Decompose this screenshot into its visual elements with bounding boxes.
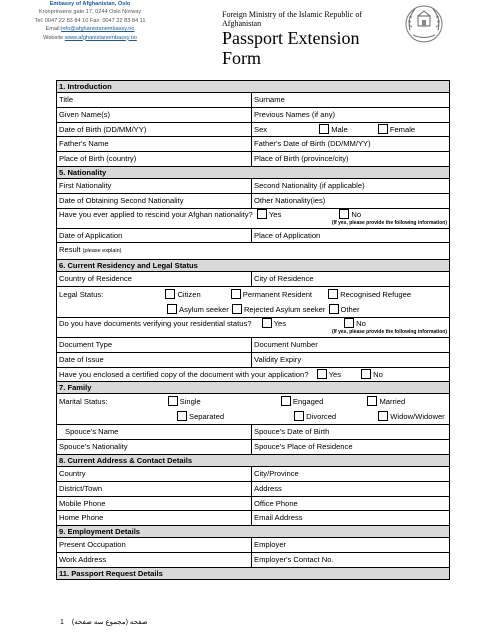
docs-no-checkbox[interactable] (344, 318, 354, 328)
other-nationality-field[interactable]: Other Nationality(ies) (252, 193, 450, 208)
afghanistan-emblem-icon (395, 0, 453, 45)
rescind-question-row (57, 208, 450, 228)
embassy-web-link[interactable]: www.afghanistanembassy.no (64, 34, 137, 41)
result-label: Result (59, 245, 81, 255)
embassy-address: Kronprinsens gate 17, 0244 Oslo Norway (38, 9, 142, 16)
city-province-field[interactable]: City/Province (252, 466, 450, 481)
marital-status-row (57, 394, 450, 425)
male-label: Male (331, 124, 348, 134)
date-second-nationality-field[interactable]: Date of Obtaining Second Nationality (57, 193, 252, 208)
docs-yes-label: Yes (273, 319, 286, 329)
marital-status-label: Marital Status: (59, 397, 108, 407)
embassy-phone-fax: Tel: 0047 22 83 84 10 Fax: 0047 22 83 84 11 (34, 17, 146, 24)
title-field[interactable]: Title (57, 93, 252, 108)
embassy-name: Embassy of Afghanistan, Oslo (49, 1, 131, 7)
surname-field[interactable]: Surname (252, 93, 450, 108)
spouse-name-label: Spouce's Name (65, 427, 119, 437)
office-phone-field[interactable]: Office Phone (252, 496, 450, 511)
widow-label: Widow/Widower (390, 412, 445, 422)
given-names-field[interactable]: Given Name(s) (57, 107, 252, 122)
engaged-label: Engaged (292, 397, 324, 407)
married-label: Married (379, 397, 406, 407)
spouse-name-field[interactable] (57, 425, 252, 440)
enclosed-no-checkbox[interactable] (361, 369, 371, 379)
section-introduction: 1. Introduction (57, 81, 450, 93)
page-count-text: (مجموع سه صفحه) صفحه (71, 619, 148, 626)
rejected-asylum-label: Rejected Asylum seeker (243, 304, 326, 314)
section-address: 8. Current Address & Contact Details (57, 454, 450, 466)
engaged-checkbox[interactable] (281, 396, 291, 406)
widow-checkbox[interactable] (378, 411, 388, 421)
pob-province-field[interactable]: Place of Birth (province/city) (252, 152, 450, 167)
embassy-email-link[interactable]: info@afghanistanembassy.no (61, 26, 135, 33)
section-family: 7. Family (57, 382, 450, 394)
sex-label: Sex (254, 124, 268, 134)
result-hint: (please explain) (82, 248, 122, 255)
docs-no-label: No (356, 319, 366, 329)
dob-field[interactable]: Date of Birth (DD/MM/YY) (57, 122, 252, 137)
page-number: 1 (60, 619, 64, 626)
legal-status-label: Legal Status: (59, 289, 104, 299)
spouse-dob-field[interactable]: Spouce's Date of Birth (252, 425, 450, 440)
citizen-checkbox[interactable] (165, 289, 175, 299)
recognised-refugee-label: Recognised Refugee (340, 289, 412, 299)
sex-field (252, 122, 450, 137)
validity-expiry-field[interactable]: Validity Expiry (252, 352, 450, 367)
single-label: Single (179, 397, 201, 407)
male-checkbox[interactable] (319, 124, 329, 134)
employer-field[interactable]: Employer (252, 538, 450, 553)
separated-label: Separated (189, 412, 225, 422)
legal-status-row (57, 286, 450, 317)
enclosed-yes-checkbox[interactable] (317, 369, 327, 379)
result-field[interactable] (57, 243, 450, 260)
spouse-residence-field[interactable]: Spouce's Place of Residence (252, 440, 450, 455)
recognised-refugee-checkbox[interactable] (328, 289, 338, 299)
country-of-residence-field[interactable]: Country of Residence (57, 272, 252, 287)
divorced-label: Divorced (306, 412, 337, 422)
form-title: Passport Extension Form (222, 28, 360, 68)
other-status-label: Other (340, 304, 360, 314)
employer-contact-field[interactable]: Employer's Contact No. (252, 552, 450, 567)
address-field[interactable]: Address (252, 481, 450, 496)
spouse-nationality-field[interactable]: Spouce's Nationality (57, 440, 252, 455)
page-footer (60, 618, 148, 626)
ministry-name: Foreign Ministry of the Islamic Republic of Afghanistan (222, 10, 362, 28)
document-type-field[interactable]: Document Type (57, 337, 252, 352)
enclosed-yes-label: Yes (328, 369, 341, 379)
permanent-resident-label: Permanent Resident (242, 289, 313, 299)
enclosed-question-row (57, 367, 450, 382)
section-residency: 6. Current Residency and Legal Status (57, 260, 450, 272)
second-nationality-field[interactable]: Second Nationality (if applicable) (252, 178, 450, 193)
city-of-residence-field[interactable]: City of Residence (252, 272, 450, 287)
previous-names-field[interactable]: Previous Names (if any) (252, 107, 450, 122)
rescind-note: (If yes, please provide the following information) (332, 220, 448, 227)
asylum-seeker-label: Asylum seeker (179, 304, 229, 314)
embassy-web-line (0, 34, 180, 42)
docs-note: (If yes, please provide the following information) (332, 329, 448, 336)
asylum-seeker-checkbox[interactable] (167, 304, 177, 314)
rescind-yes-label: Yes (268, 210, 282, 220)
pob-country-field[interactable]: Place of Birth (country) (57, 152, 252, 167)
country-field[interactable]: Country (57, 466, 252, 481)
section-nationality: 5. Nationality (57, 166, 450, 178)
female-checkbox[interactable] (378, 124, 388, 134)
single-checkbox[interactable] (168, 396, 178, 406)
present-occupation-field[interactable]: Present Occupation (57, 538, 252, 553)
document-number-field[interactable]: Document Number (252, 337, 450, 352)
enclosed-question: Have you enclosed a certified copy of the document with your application? (59, 369, 309, 379)
passport-form-table (56, 80, 450, 580)
section-passport-request: 11. Passport Request Details (57, 567, 450, 579)
enclosed-no-label: No (373, 369, 383, 379)
docs-yes-checkbox[interactable] (262, 318, 272, 328)
father-dob-field[interactable]: Father's Date of Birth (DD/MM/YY) (252, 137, 450, 152)
separated-checkbox[interactable] (177, 411, 187, 421)
place-of-application-field[interactable]: Place of Application (252, 228, 450, 243)
mobile-phone-field[interactable]: Mobile Phone (57, 496, 252, 511)
rescind-no-checkbox[interactable] (339, 209, 349, 219)
father-name-field[interactable]: Father's Name (57, 137, 252, 152)
permanent-resident-checkbox[interactable] (231, 289, 241, 299)
form-header (222, 10, 397, 68)
other-status-checkbox[interactable] (329, 304, 339, 314)
date-of-issue-field[interactable]: Date of Issue (57, 352, 252, 367)
rejected-asylum-checkbox[interactable] (232, 304, 242, 314)
email-address-field[interactable]: Email Address (252, 511, 450, 526)
female-label: Female (389, 124, 416, 134)
divorced-checkbox[interactable] (294, 411, 304, 421)
web-prefix: Website: (43, 34, 65, 41)
home-phone-field[interactable]: Home Phone (57, 511, 252, 526)
documents-question-row (57, 317, 450, 337)
work-address-field[interactable]: Work Address (57, 552, 252, 567)
documents-question: Do you have documents verifying your residential status? (59, 319, 252, 329)
rescind-no-label: No (351, 210, 362, 220)
rescind-question: Have you ever applied to rescind your Afghan nationality? (59, 210, 253, 220)
email-prefix: Email: (45, 26, 62, 33)
date-of-application-field[interactable]: Date of Application (57, 228, 252, 243)
embassy-email-line (0, 25, 180, 33)
rescind-yes-checkbox[interactable] (257, 209, 267, 219)
section-employment: 9. Employment Details (57, 526, 450, 538)
married-checkbox[interactable] (367, 396, 377, 406)
citizen-label: Citizen (177, 289, 201, 299)
embassy-info (0, 0, 180, 42)
first-nationality-field[interactable]: First Nationality (57, 178, 252, 193)
district-town-field[interactable]: District/Town (57, 481, 252, 496)
